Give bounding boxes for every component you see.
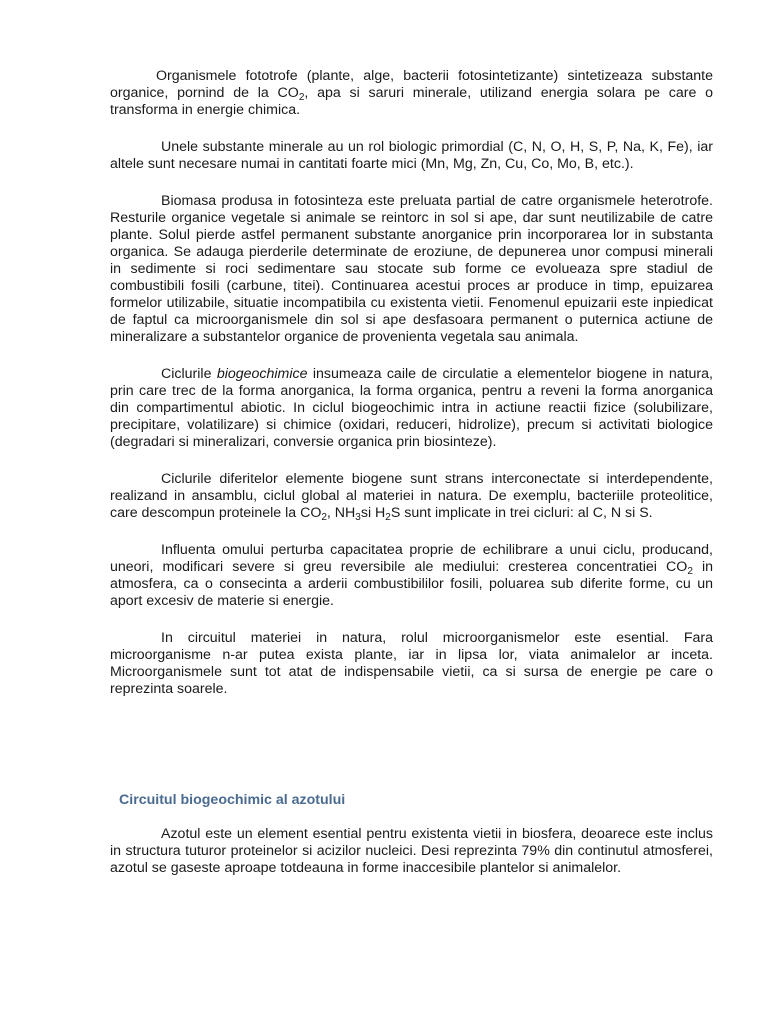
paragraph-human-influence: Influenta omului perturba capacitatea proprie de echilibrare a unui ciclu, producand, uneori, modificari severe si greu reversibile ale mediului: cresterea concentratiei $CO_2$ in atmosfera, ca o consecinta a arderii combustibililor fosili, poluarea sub diferite forme, cu un aport excesiv de materie si energie. [110, 542, 713, 609]
paragraph-biogeochemical-cycles: Ciclurile biogeochimice insumeaza caile de circulatie a elementelor biogene in natura, prin care trec de la forma anorganica, la forma organica, pentru a reveni la forma anorganica din compartimentul abiotic. In ciclul biogeochimic intra in actiune reactii fizice (solubilizare, precipitare, volatilizare) si chimice (oxidari, reduceri, hidrolize), precum si activitati biologice (degradari si mineralizari, conversie organica prin biosinteze). [110, 366, 713, 450]
paragraph-mineral-substances: Unele substante minerale au un rol biologic primordial (C, N, O, H, S, P, Na, K, Fe), iar altele sunt necesare numai in cantitati foarte mici (Mn, Mg, Zn, Cu, Co, Mo, B, etc.). [110, 139, 713, 172]
document-body [110, 68, 713, 698]
paragraph-microorganisms-role: In circuitul materiei in natura, rolul microorganismelor este esential. Fara microorganisme n-ar putea exista plante, iar in lipsa lor, viata animalelor ar inceta. Microorganismele sunt tot atat de indispensabile vietii, ca si sursa de energie pe care o reprezinta soarele. [110, 630, 713, 697]
paragraph-biomass: Biomasa produsa in fotosinteza este preluata partial de catre organismele heterotrofe. Resturile organice vegetale si animale se reintorc in sol si ape, dar sunt neutilizabile de catre plante. Solul pierde astfel permanent substante anorganice prin incorporarea lor in substanta organica. Se adauga pierderile determinate de eroziune, de depunerea unor compusi minerali in sedimente si roci sedimentare sau stocate sub forme ce evolueaza spre stadiul de combustibili fosili (carbune, titei). Continuarea acestui proces ar produce in timp, epuizarea formelor utilizabile, situatie incompatibila cu existenta vietii. Fenomenul epuizarii este inpiedicat de faptul ca microorganismele din sol si ape desfasoara permanent o puternica actiune de mineralizare a substantelor organice de provenienta vegetala sau animala. [110, 193, 713, 345]
paragraph-interconnected-cycles: Ciclurile diferitelor elemente biogene sunt strans interconectate si interdependente, realizand in ansamblu, ciclul global al materiei in natura. De exemplu, bacteriile proteolitice, care descompun proteinele la $CO_2$, $NH_3si$ $H_2S$ sunt implicate in trei cicluri: al C, N si S. [110, 471, 713, 523]
section-heading-nitrogen-cycle: Circuitul biogeochimic al azotului [119, 792, 346, 808]
paragraph-nitrogen: Azotul este un element esential pentru existenta vietii in biosfera, deoarece este inclus in structura tuturor proteinelor si acizilor nucleici. Desi reprezinta 79% din continutul atmosferei, azotul se gaseste aproape totdeauna in forme inaccesibile plantelor si animalelor. [110, 826, 713, 876]
paragraph-phototrophs: Organismele fototrofe (plante, alge, bacterii fotosintetizante) sintetizeaza substante organice, pornind de la $CO_2$, apa si saruri minerale, utilizand energia solara pe care o transforma in energie chimica. [110, 68, 713, 118]
